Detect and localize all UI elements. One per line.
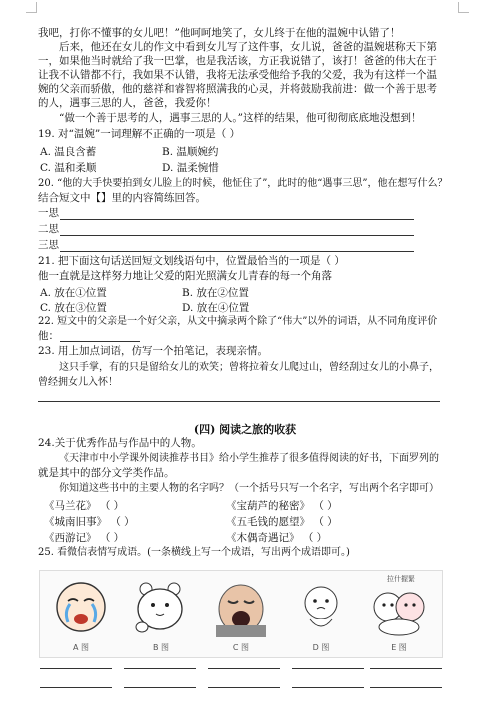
q19-option-a[interactable]: A. 温良含蓄 <box>40 146 97 158</box>
q20-stem: 20. “他的大手快要拍到女儿脸上的时候，他怔住了”，此时的他“遇事三思”，他在想写什么？ <box>38 178 448 189</box>
q25-stem: 25. 看微信表情写成语。(一条横线上写一个成语，写出两个成语即可。) <box>38 547 350 558</box>
q23-example: 这只手掌，有的只是留给女儿的欢笑；曾将拉着女儿爬过山，曾经刮过女儿的小鼻子， <box>59 362 439 373</box>
q20-answer-label: 二思 <box>38 223 59 235</box>
q25-answer-line[interactable] <box>208 687 280 688</box>
emoji-caption: B 图 <box>152 643 170 652</box>
q21-sentence: 他一直就是这样努力地让父爱的阳光照满女儿青春的每一个角落 <box>38 270 332 282</box>
passage-line: 我吧，打你不懂事的女儿吧！”他呵呵地笑了，女儿终于在他的温婉中认错了！ <box>38 27 401 39</box>
q21-option-a[interactable]: A. 放在①位置 <box>40 287 107 299</box>
q24-paragraph: 你知道这些书中的主要人物的名字吗？（一个括号只写一个名字，写出两个名字即可） <box>59 483 439 494</box>
q24-book-item[interactable]: 《木偶奇遇记》 （ ） <box>226 532 328 544</box>
q20-answer-label: 三思 <box>38 239 59 251</box>
q25-answer-line[interactable] <box>40 668 112 669</box>
emoji-e-hugging-bears-icon <box>366 577 432 639</box>
emoji-a-crying-icon <box>48 577 114 639</box>
emoji-c-baby-icon <box>208 577 274 639</box>
emoji-caption: C 图 <box>232 643 250 652</box>
q21-stem: 21. 把下面这句话送回短文划线语句中，位置最恰当的一项是（ ） <box>38 255 345 267</box>
q25-answer-line[interactable] <box>370 668 442 669</box>
passage-line: 婉的父亲而骄傲，他的慈祥和睿智将照满我的心灵，并将鼓励我前进：做一个善于思考 <box>38 83 437 95</box>
q24-book-item[interactable]: 《宝葫芦的秘密》 （ ） <box>226 500 338 512</box>
q23-stem: 23. 用上加点词语，仿写一个拍笔记，表现亲情。 <box>38 345 269 357</box>
emoji-e-speech-bubble: 拉什握緊 <box>387 575 415 583</box>
q22-stem-2: 他： <box>38 330 59 342</box>
q20-answer-line[interactable] <box>60 251 414 252</box>
passage-line: 一，如果他当时就给了我一巴掌，也是我活该，方正我说错了，该打！爸爸的伟大在于 <box>38 55 437 67</box>
q20-answer-line[interactable] <box>60 219 414 220</box>
passage-line: 让我不认错都不行，我如果不认错，我将无法承受他给予我的父爱，我为有这样一个温 <box>38 69 437 81</box>
section-title: (四) 阅读之旅的收获 <box>193 423 297 436</box>
emoji-caption: D 图 <box>312 643 330 652</box>
q25-answer-line[interactable] <box>370 687 442 688</box>
q20-answer-line[interactable] <box>60 235 414 236</box>
q24-paragraph: 就是其中的部分文学类作品。 <box>38 467 175 479</box>
q19-option-c[interactable]: C. 温和柔顺 <box>40 162 97 174</box>
emoji-b-bear-icon <box>128 577 194 639</box>
q22-answer-line[interactable] <box>60 341 140 342</box>
q25-answer-line[interactable] <box>292 687 364 688</box>
passage-line: “做一个善于思考的人，遇事三思的人。”这样的结果，他可彻彻底底地没想到！ <box>59 112 422 124</box>
emoji-caption: A 图 <box>72 643 89 652</box>
q25-answer-line[interactable] <box>124 668 196 669</box>
passage-line: 后来，他还在女儿的作文中看到女儿写了这件事，女儿说，爸爸的温婉堪称天下第 <box>59 41 437 53</box>
emoji-caption: E 图 <box>391 643 407 652</box>
q20-answer-label: 一思 <box>38 207 59 219</box>
q25-answer-line[interactable] <box>124 687 196 688</box>
q25-answer-line[interactable] <box>208 668 280 669</box>
passage-line: 的人，遇事三思的人，爸爸，我爱你！ <box>38 97 217 109</box>
corner-mark-top-right <box>458 2 469 13</box>
corner-mark-top-left <box>26 2 37 13</box>
q23-answer-line[interactable] <box>38 401 440 402</box>
q21-option-b[interactable]: B. 放在②位置 <box>182 287 249 299</box>
q24-paragraph: 《天津市中小学课外阅读推荐书目》给小学生推荐了很多值得阅读的好书，下面罗列的 <box>59 453 439 464</box>
q22-stem: 22. 短文中的父亲是一个好父亲，从文中摘录两个除了“伟大”以外的词语，从不同角度评价 <box>38 316 438 327</box>
q20-stem-2: 结合短文中【】里的内容简练回答。 <box>38 192 206 204</box>
q21-option-c[interactable]: C. 放在③位置 <box>40 302 107 314</box>
q19-option-b[interactable]: B. 温顺婉约 <box>162 146 219 158</box>
q25-answer-line[interactable] <box>292 668 364 669</box>
q25-answer-line[interactable] <box>40 687 112 688</box>
q24-book-item[interactable]: 《马兰花》 （ ） <box>44 500 125 512</box>
q24-book-item[interactable]: 《城南旧事》 （ ） <box>44 516 135 528</box>
q24-stem: 24.关于优秀作品与作品中的人物。 <box>38 437 202 449</box>
emoji-d-sheep-icon <box>288 577 354 639</box>
q21-option-d[interactable]: D. 放在④位置 <box>182 302 250 314</box>
q24-book-item[interactable]: 《西游记》 （ ） <box>44 532 125 544</box>
q24-book-item[interactable]: 《五毛钱的愿望》 （ ） <box>226 516 338 528</box>
q19-stem: 19. 对“温婉”一词理解不正确的一项是（ ） <box>38 128 241 140</box>
q19-option-d[interactable]: D. 温柔惋惜 <box>162 162 219 174</box>
emoji-picture-strip <box>39 570 443 658</box>
q23-example: 曾经拥女儿入怀！ <box>38 377 118 388</box>
